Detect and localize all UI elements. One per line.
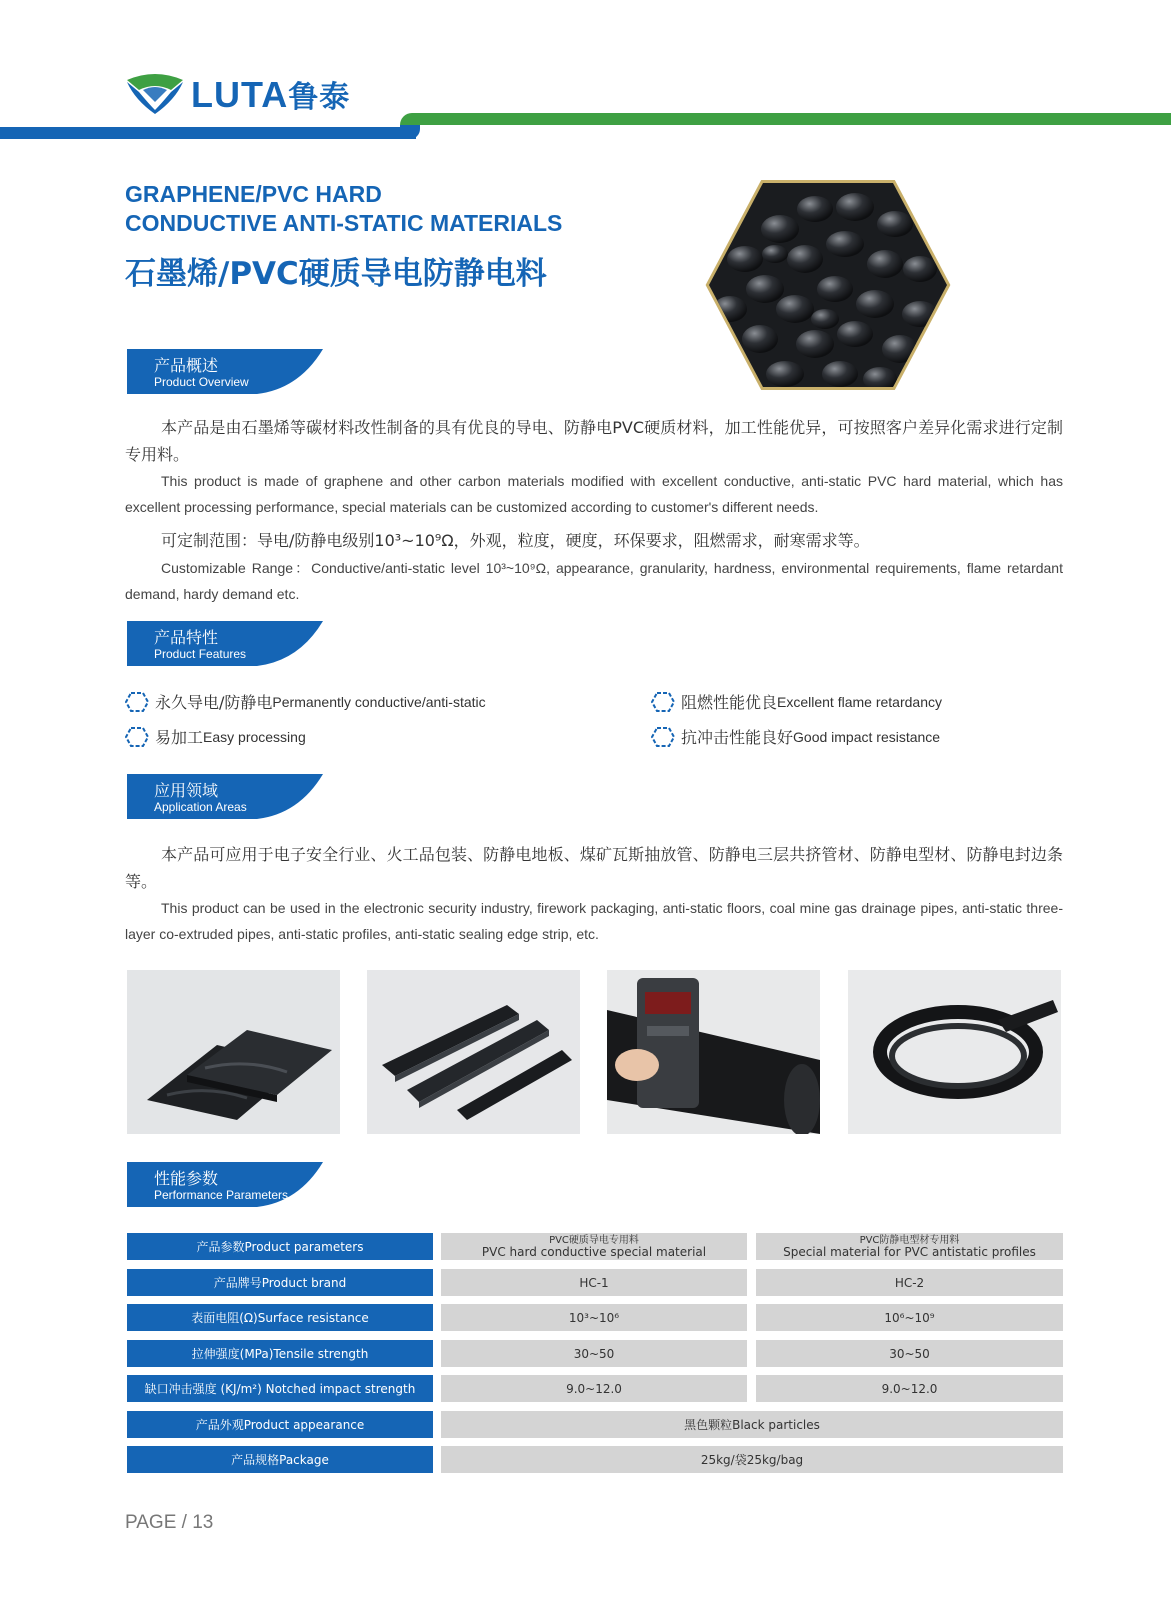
table-row-header: 拉伸强度(MPa)Tensile strength: [127, 1340, 433, 1367]
feature-item: 永久导电/防静电 Permanently conductive/anti-static: [125, 690, 486, 713]
table-row-header: 缺口冲击强度 (KJ/m²) Notched impact strength: [127, 1375, 433, 1402]
conductive-pipe-test-photo: [607, 970, 820, 1134]
title-chinese: 石墨烯/PVC硬质导电防静电料: [125, 256, 547, 292]
luta-logo-icon: [125, 70, 185, 114]
table-cell: HC-1: [441, 1269, 747, 1296]
table-cell: PVC防静电型材专用料 Special material for PVC antistatic profiles: [756, 1233, 1063, 1260]
page-number: PAGE / 13: [125, 1512, 214, 1533]
title-english: GRAPHENE/PVC HARD CONDUCTIVE ANTI-STATIC MATERIALS: [125, 181, 563, 236]
hexagon-bullet-icon: [651, 726, 675, 748]
table-cell: 9.0~12.0: [441, 1375, 747, 1402]
header-bar-join: [400, 125, 420, 139]
overview-paragraph-cn: 本产品是由石墨烯等碳材料改性制备的具有优良的导电、防静电PVC硬质材料，加工性能优异，可按照客户差异化需求进行定制专用料。: [125, 418, 1063, 464]
section-tag-overview: 产品概述 Product Overview: [127, 349, 323, 394]
header-blue-bar: [0, 127, 416, 139]
table-cell: 30~50: [441, 1340, 747, 1367]
table-cell: 30~50: [756, 1340, 1063, 1367]
hexagon-bullet-icon: [125, 691, 149, 713]
feature-item: 阻燃性能优良 Excellent flame retardancy: [651, 690, 942, 713]
customizable-range-cn: 可定制范围：导电/防静电级别10³~10⁹Ω，外观，粒度，硬度，环保要求，阻燃需求，耐寒需求等。: [161, 531, 870, 550]
black-pellets-image: [705, 179, 951, 391]
table-row-header: 产品外观Product appearance: [127, 1411, 433, 1438]
table-row-header: 产品规格Package: [127, 1446, 433, 1473]
anti-static-profiles-photo: [367, 970, 580, 1134]
brand-name: LUTA鲁泰: [191, 74, 351, 115]
table-cell: 25kg/袋25kg/bag: [441, 1446, 1063, 1473]
table-cell: PVC硬质导电专用料 PVC hard conductive special material: [441, 1233, 747, 1260]
table-row-header: 产品参数Product parameters: [127, 1233, 433, 1260]
sealing-edge-strip-photo: [848, 970, 1061, 1134]
table-row-header: 产品牌号Product brand: [127, 1269, 433, 1296]
feature-item: 易加工 Easy processing: [125, 725, 306, 748]
brand-logo: [125, 68, 365, 118]
customizable-range-en: Customizable Range：Conductive/anti-static level 10³~10⁹Ω, appearance, granularity, hardness, environmental requirements, flame retardant demand, hardy demand etc.: [125, 560, 1063, 602]
table-cell: HC-2: [756, 1269, 1063, 1296]
anti-static-floor-photo: [127, 970, 340, 1134]
table-cell: 10⁶~10⁹: [756, 1304, 1063, 1331]
header-green-bar: [400, 113, 1171, 125]
overview-paragraph-en: This product is made of graphene and other carbon materials modified with excellent conductive, anti-static PVC hard material, which has excellent processing performance, special materials can be customized according to customer's different needs.: [125, 473, 1063, 515]
section-tag-performance: 性能参数 Performance Parameters: [127, 1162, 323, 1207]
table-cell: 9.0~12.0: [756, 1375, 1063, 1402]
section-tag-features: 产品特性 Product Features: [127, 621, 323, 666]
applications-paragraph-cn: 本产品可应用于电子安全行业、火工品包装、防静电地板、煤矿瓦斯抽放管、防静电三层共挤管材、防静电型材、防静电封边条等。: [125, 845, 1063, 891]
table-cell: 黑色颗粒Black particles: [441, 1411, 1063, 1438]
hexagon-bullet-icon: [651, 691, 675, 713]
table-row-header: 表面电阻(Ω)Surface resistance: [127, 1304, 433, 1331]
table-cell: 10³~10⁶: [441, 1304, 747, 1331]
section-tag-applications: 应用领域 Application Areas: [127, 774, 323, 819]
hexagon-bullet-icon: [125, 726, 149, 748]
applications-paragraph-en: This product can be used in the electronic security industry, firework packaging, anti-static floors, coal mine gas drainage pipes, anti-static three-layer co-extruded pipes, anti-static profiles, anti-static sealing edge strip, etc.: [125, 900, 1063, 942]
feature-item: 抗冲击性能良好 Good impact resistance: [651, 725, 940, 748]
